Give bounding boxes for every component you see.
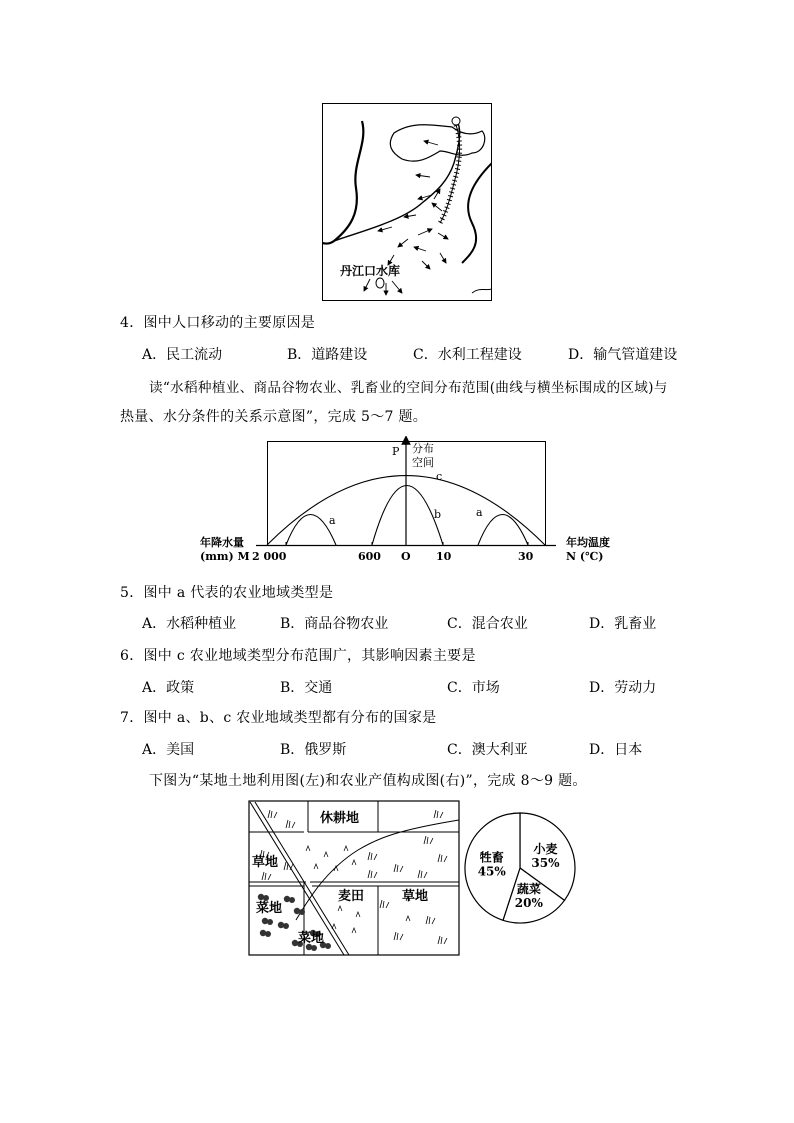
label-b: b	[434, 508, 442, 521]
fallow-label: 休耕地	[320, 811, 360, 826]
label-a-left: a	[329, 514, 336, 527]
question-4-stem: 4．图中人口移动的主要原因是	[120, 315, 316, 331]
tick-30: 30	[518, 550, 534, 563]
question-7-stem: 7．图中 a、b、c 农业地域类型都有分布的国家是	[120, 710, 437, 726]
label-c: c	[436, 470, 443, 483]
q5-option-d: D．乳畜业	[589, 616, 657, 632]
q7-option-a: A．美国	[142, 742, 195, 758]
q6-option-c: C．市场	[447, 680, 500, 696]
q7-option-d: D．日本	[589, 742, 643, 758]
agri-output-pie	[462, 810, 578, 926]
veg-label-1: 菜地	[256, 901, 283, 916]
question-6-stem: 6．图中 c 农业地域类型分布范围广，其影响因素主要是	[120, 648, 476, 664]
q6-option-b: B．交通	[280, 680, 333, 696]
q4-option-a: A．民工流动	[142, 347, 223, 363]
pie-value-vegetables: 20%	[514, 896, 543, 911]
intro-5-7-line2: 热量、水分条件的关系示意图”，完成 5～7 题。	[120, 409, 428, 425]
wheat-field-label: 麦田	[338, 889, 365, 904]
q6-option-d: D．劳动力	[589, 680, 657, 696]
pie-value-livestock: 45%	[477, 864, 506, 879]
label-a-right: a	[476, 506, 483, 519]
agri-distribution-graph	[196, 436, 626, 566]
left-axis-title: 年降水量	[200, 536, 244, 549]
tick-2000: 2 000	[252, 550, 287, 563]
q6-option-a: A．政策	[142, 680, 195, 696]
reservoir-label: 丹江口水库	[340, 264, 401, 278]
intro-8-9: 下图为“某地土地利用图(左)和农业产值构成图(右)”，完成 8～9 题。	[149, 773, 587, 789]
grass-right-label: 草地	[402, 889, 429, 904]
population-migration-map	[322, 103, 492, 301]
tick-origin: O	[401, 550, 411, 563]
q4-option-d: D．输气管道建设	[568, 347, 678, 363]
pie-label-vegetables: 蔬菜	[516, 882, 541, 897]
right-axis-unit: N (℃)	[566, 550, 604, 563]
tick-10: 10	[436, 550, 452, 563]
q4-option-c: C．水利工程建设	[413, 347, 522, 363]
q7-option-c: C．澳大利亚	[447, 742, 528, 758]
q5-option-b: B．商品谷物农业	[280, 616, 389, 632]
right-axis-title: 年均温度	[566, 536, 610, 549]
pie-label-livestock: 牲畜	[479, 850, 504, 865]
left-axis-unit: (mm) M	[200, 550, 250, 563]
pie-value-wheat: 35%	[531, 856, 560, 871]
y-title-1: 分布	[412, 442, 434, 455]
grass-left-label: 草地	[252, 855, 279, 870]
question-5-stem: 5．图中 a 代表的农业地域类型是	[120, 585, 334, 601]
q4-option-b: B．道路建设	[287, 347, 368, 363]
y-title-2: 空间	[412, 456, 434, 469]
veg-label-2: 菜地	[298, 931, 325, 946]
p-label: P	[392, 445, 400, 458]
curve-b	[372, 486, 443, 546]
tick-600: 600	[358, 550, 381, 563]
pie-label-wheat: 小麦	[533, 842, 558, 857]
q5-option-c: C．混合农业	[447, 616, 528, 632]
land-use-map	[248, 800, 460, 956]
intro-5-7-line1: 读“水稻种植业、商品谷物农业、乳畜业的空间分布范围(曲线与横坐标围成的区域)与	[149, 380, 668, 396]
curve-a-right	[478, 515, 528, 546]
q5-option-a: A．水稻种植业	[142, 616, 237, 632]
q7-option-b: B．俄罗斯	[280, 742, 347, 758]
